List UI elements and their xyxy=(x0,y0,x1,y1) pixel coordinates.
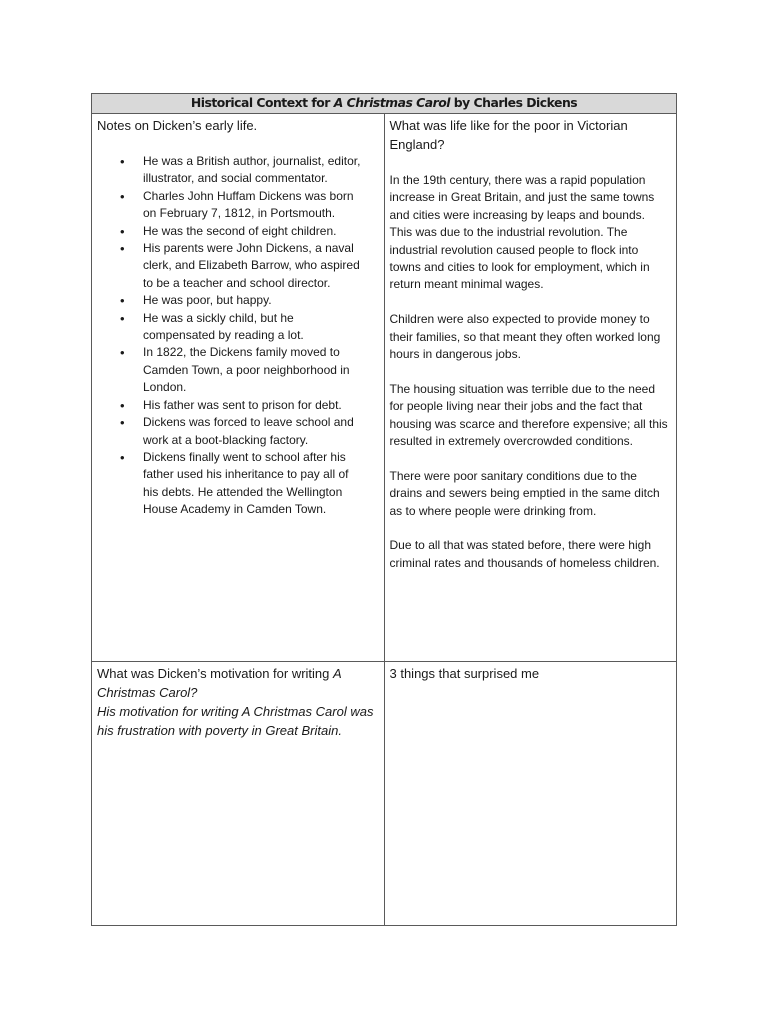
poor-life-paragraph: In the 19th century, there was a rapid population increase in Great Britain, and just the same towns and cities were increasing by leaps and bounds. This was due to the industrial revolution. The industrial revolution caused people to flock into towns and cities to look for employment, which in return meant minimal wages. xyxy=(389,173,655,292)
title-book: A Christmas Carol xyxy=(333,95,450,110)
title-prefix: Historical Context for xyxy=(190,95,334,110)
list-item: • He was a sickly child, but he compensated by reading a lot. xyxy=(143,310,364,345)
surprised-heading: 3 things that surprised me xyxy=(389,666,540,681)
list-item: • Dickens finally went to school after his father used his inheritance to pay all of his debts. He attended the Wellington House Academy in Camden Town. xyxy=(143,449,364,519)
list-item: • He was a British author, journalist, editor, illustrator, and social commentator. xyxy=(143,153,364,188)
early-life-list xyxy=(92,153,384,519)
poor-life-cell xyxy=(384,114,677,662)
motivation-heading-book: A Christmas Carol? xyxy=(97,666,342,700)
poor-life-paragraph: The housing situation was terrible due to the need for people living near their jobs and the fact that housing was scarce and therefore expensive; all this resulted in extremely overcrowded conditions. xyxy=(389,381,668,449)
motivation-heading-text: What was Dicken’s motivation for writing xyxy=(97,666,334,681)
early-life-heading: Notes on Dicken’s early life. xyxy=(97,118,258,133)
poor-life-paragraph: Children were also expected to provide money to their families, so that meant they often worked long hours in dangerous jobs. xyxy=(389,312,661,362)
poor-life-paragraph: There were poor sanitary conditions due to the drains and sewers being emptied in the same ditch as to where people were drinking from. xyxy=(389,468,660,518)
list-item: • His parents were John Dickens, a naval clerk, and Elizabeth Barrow, who aspired to be a teacher and school director. xyxy=(143,240,364,292)
motivation-heading xyxy=(92,662,384,740)
motivation-answer: His motivation for writing A Christmas Carol was his frustration with poverty in Great Britain. xyxy=(97,704,374,738)
surprised-cell xyxy=(384,662,677,926)
title-suffix: by Charles Dickens xyxy=(449,95,578,110)
worksheet-table xyxy=(91,93,677,926)
list-item: • Charles John Huffam Dickens was born on February 7, 1812, in Portsmouth. xyxy=(143,188,364,223)
worksheet-title xyxy=(92,94,677,114)
list-item: • In 1822, the Dickens family moved to Camden Town, a poor neighborhood in London. xyxy=(143,344,364,396)
list-item: • He was poor, but happy. xyxy=(143,292,364,309)
poor-life-body xyxy=(385,172,677,572)
list-item: • Dickens was forced to leave school and work at a boot-blacking factory. xyxy=(143,414,364,449)
list-item: • His father was sent to prison for debt. xyxy=(143,397,364,414)
early-life-cell xyxy=(92,114,385,662)
list-item: • He was the second of eight children. xyxy=(143,223,364,240)
motivation-cell xyxy=(92,662,385,926)
poor-life-heading: What was life like for the poor in Victorian England? xyxy=(389,118,628,152)
poor-life-paragraph: Due to all that was stated before, there were high criminal rates and thousands of homeless children. xyxy=(389,538,660,570)
